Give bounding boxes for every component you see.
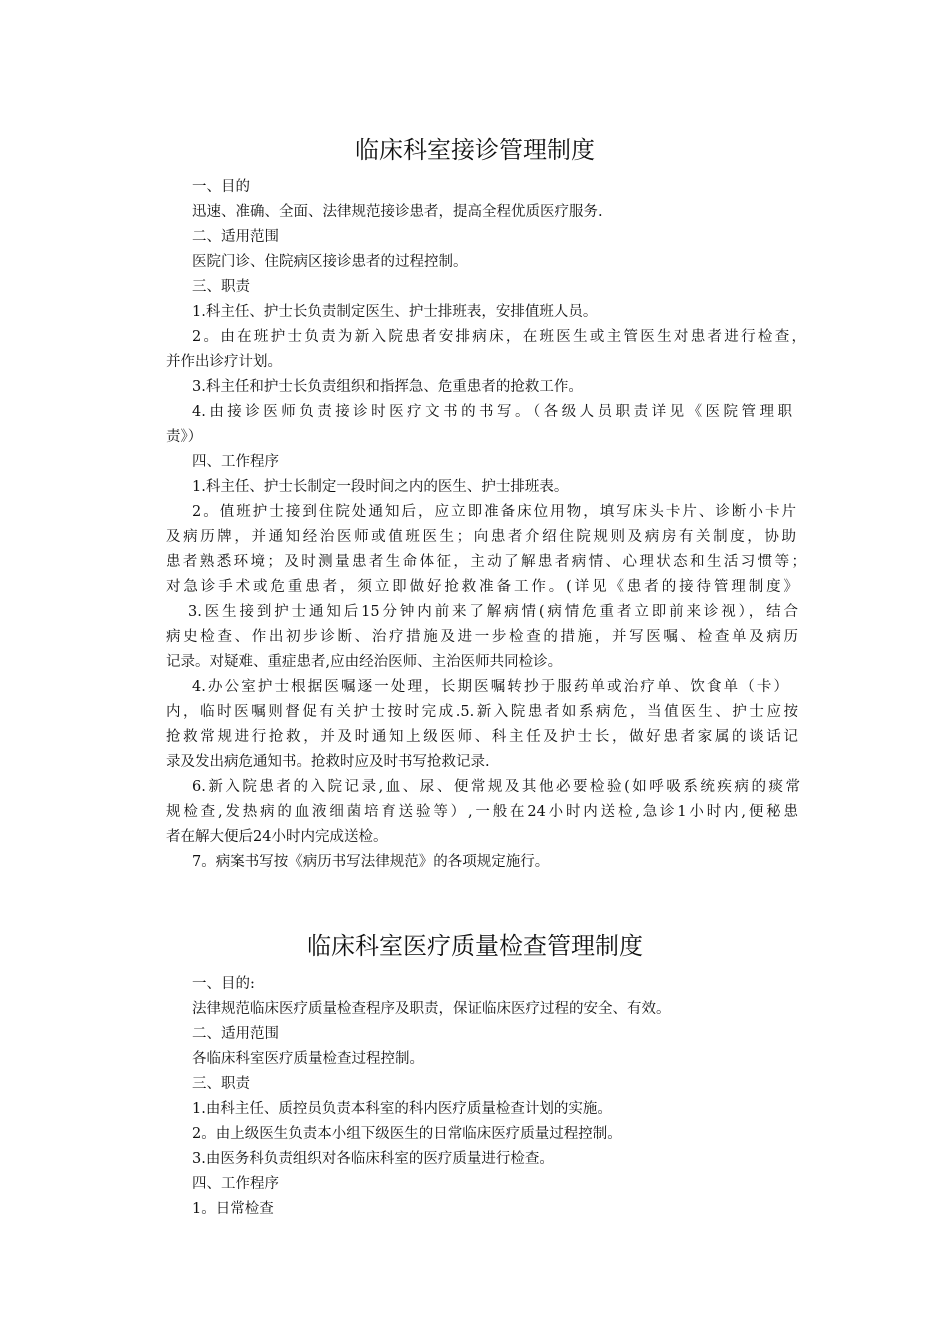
s1-heading-scope: 二、适用范围 (192, 229, 279, 245)
s1-proc-6-cont1: 规检查,发热病的血液细菌培育送验等）,一般在24小时内送检,急诊1小时内,便秘患 (166, 804, 798, 820)
s1-duty-4-cont: 责》） (166, 429, 203, 445)
s1-proc-3-cont1: 病史检查、作出初步诊断、治疗措施及进一步检查的措施，并写医嘱、检查单及病历 (166, 629, 798, 645)
s1-proc-5-cont2: 录及发出病危通知书。抢救时应及时书写抢救记录. (166, 754, 490, 770)
s1-duty-3: 3.科主任和护士长负责组织和指挥急、危重患者的抢救工作。 (192, 379, 583, 395)
s1-heading-purpose: 一、目的 (192, 179, 250, 195)
s1-proc-3-cont2: 记录。对疑难、重症患者,应由经治医师、主治医师共同检诊。 (166, 654, 563, 670)
s1-proc-5-cont1: 抢救常规进行抢救，并及时通知上级医师、科主任及护士长，做好患者家属的谈话记 (166, 729, 798, 745)
section1-title: 临床科室接诊管理制度 (355, 136, 595, 164)
s1-proc-4-cont: 内，临时医嘱则督促有关护士按时完成.5.新入院患者如系病危，当值医生、护士应按 (166, 704, 798, 720)
s2-duty-3: 3.由医务科负责组织对各临床科室的医疗质量进行检查。 (192, 1151, 554, 1167)
s2-proc-1: 1。日常检查 (192, 1201, 274, 1217)
s1-proc-6: 6.新入院患者的入院记录,血、尿、便常规及其他必要检验(如呼吸系统疾病的痰常 (192, 779, 800, 795)
s1-duty-2: 2。由在班护士负责为新入院患者安排病床，在班医生或主管医生对患者进行检查， (192, 329, 806, 345)
s1-proc-6-cont2: 者在解大便后24小时内完成送检。 (166, 829, 388, 845)
s1-proc-4: 4.办公室护士根据医嘱逐一处理，长期医嘱转抄于服药单或治疗单、饮食单（卡） (192, 679, 788, 695)
s2-heading-purpose: 一、目的: (192, 976, 255, 992)
s1-duty-2-cont: 并作出诊疗计划。 (166, 354, 282, 370)
section2-title: 临床科室医疗质量检查管理制度 (307, 932, 643, 960)
s2-heading-procedure: 四、工作程序 (192, 1176, 279, 1192)
s2-duty-2: 2。由上级医生负责本小组下级医生的日常临床医疗质量过程控制。 (192, 1126, 622, 1142)
s1-heading-duties: 三、职责 (192, 279, 250, 295)
s1-proc-2: 2。值班护士接到住院处通知后，应立即准备床位用物，填写床头卡片、诊断小卡片 (192, 504, 796, 520)
s1-duty-1: 1.科主任、护士长负责制定医生、护士排班表，安排值班人员。 (192, 304, 598, 320)
s2-heading-scope: 二、适用范围 (192, 1026, 279, 1042)
s1-text-purpose: 迅速、准确、全面、法律规范接诊患者，提高全程优质医疗服务. (192, 204, 603, 220)
s1-proc-1: 1.科主任、护士长制定一段时间之内的医生、护士排班表。 (192, 479, 569, 495)
s1-proc-3: 3.医生接到护士通知后15分钟内前来了解病情(病情危重者立即前来诊视），结合 (188, 604, 798, 620)
s1-proc-2-cont2: 患者熟悉环境；及时测量患者生命体征，主动了解患者病情、心理状态和生活习惯等； (166, 554, 806, 570)
s1-proc-7: 7。病案书写按《病历书写法律规范》的各项规定施行。 (192, 854, 550, 870)
s1-heading-procedure: 四、工作程序 (192, 454, 279, 470)
s2-duty-1: 1.由科主任、质控员负责本科室的科内医疗质量检查计划的实施。 (192, 1101, 612, 1117)
s1-duty-4: 4.由接诊医师负责接诊时医疗文书的书写。（各级人员职责详见《医院管理职 (192, 404, 792, 420)
s1-proc-2-cont3: 对急诊手术或危重患者，须立即做好抢救准备工作。(详见《患者的接待管理制度》 (166, 579, 798, 595)
s2-text-purpose: 法律规范临床医疗质量检查程序及职责，保证临床医疗过程的安全、有效。 (192, 1001, 671, 1017)
s1-proc-2-cont1: 及病历牌，并通知经治医师或值班医生；向患者介绍住院规则及病房有关制度，协助 (166, 529, 796, 545)
s2-text-scope: 各临床科室医疗质量检查过程控制。 (192, 1051, 424, 1067)
s1-text-scope: 医院门诊、住院病区接诊患者的过程控制。 (192, 254, 468, 270)
s2-heading-duties: 三、职责 (192, 1076, 250, 1092)
